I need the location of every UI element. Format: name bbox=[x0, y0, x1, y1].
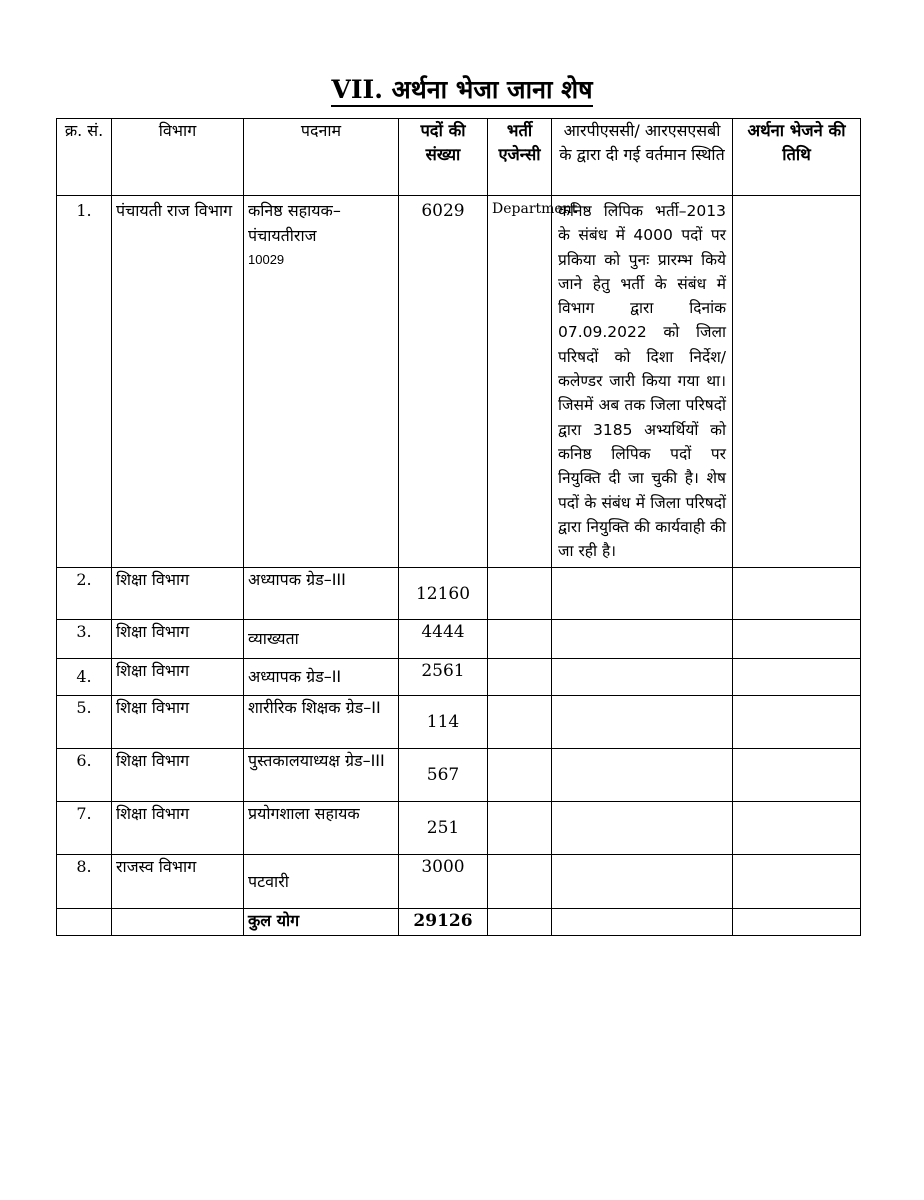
vacancy-table bbox=[56, 118, 861, 936]
cell-status bbox=[552, 749, 733, 802]
cell-agency bbox=[488, 659, 552, 696]
cell-agency bbox=[488, 620, 552, 659]
cell-sn: 4. bbox=[57, 659, 112, 696]
cell-agency bbox=[488, 696, 552, 749]
cell-agency bbox=[488, 802, 552, 855]
cell-date bbox=[733, 696, 861, 749]
cell-agency bbox=[488, 909, 552, 936]
table-row bbox=[57, 855, 861, 909]
header-agency: भर्ती एजेन्सी bbox=[488, 119, 552, 196]
cell-post: पटवारी bbox=[244, 855, 399, 909]
total-value: 29126 bbox=[399, 909, 488, 936]
cell-status bbox=[552, 568, 733, 620]
header-department: विभाग bbox=[112, 119, 244, 196]
post-code: 10029 bbox=[248, 252, 285, 267]
cell-post: शारीरिक शिक्षक ग्रेड–II bbox=[244, 696, 399, 749]
cell-count: 3000 bbox=[399, 855, 488, 909]
cell-department: शिक्षा विभाग bbox=[112, 802, 244, 855]
cell-count: 251 bbox=[399, 802, 488, 855]
header-status: आरपीएससी/ आरएसएसबी के द्वारा दी गई वर्तमान स्थिति bbox=[552, 119, 733, 196]
cell-status bbox=[552, 909, 733, 936]
cell-date bbox=[733, 568, 861, 620]
cell-post: व्याख्यता bbox=[244, 620, 399, 659]
total-label: कुल योग bbox=[244, 909, 399, 936]
cell-sn: 2. bbox=[57, 568, 112, 620]
table-row bbox=[57, 568, 861, 620]
cell-sn: 7. bbox=[57, 802, 112, 855]
cell-count: 12160 bbox=[399, 568, 488, 620]
cell-sn: 1. bbox=[57, 196, 112, 568]
cell-post: प्रयोगशाला सहायक bbox=[244, 802, 399, 855]
cell-date bbox=[733, 620, 861, 659]
cell-department bbox=[112, 909, 244, 936]
cell-count: 6029 bbox=[399, 196, 488, 568]
header-post: पदनाम bbox=[244, 119, 399, 196]
cell-count: 567 bbox=[399, 749, 488, 802]
table-row bbox=[57, 696, 861, 749]
cell-count: 2561 bbox=[399, 659, 488, 696]
cell-status bbox=[552, 659, 733, 696]
cell-status: कनिष्ठ लिपिक भर्ती–2013 के संबंध में 4000 पदों पर प्रकिया को पुनः प्रारम्भ किये जाने हेतु भर्ती के संबंध में विभाग द्वारा दिनांक 07.09.2022 को जिला परिषदों को दिशा निर्देश/कलेण्डर जारी किया गया था। जिसमें अब तक जिला परिषदों द्वारा 3185 अभ्यर्थियों को कनिष्ठ लिपिक पदों पर नियुक्ति दी जा चुकी है। शेष पदों के संबंध में जिला परिषदों द्वारा नियुक्ति की कार्यवाही की जा रही है। bbox=[552, 196, 733, 568]
total-row bbox=[57, 909, 861, 936]
page-title-text: VII. अर्थना भेजा जाना शेष bbox=[331, 75, 592, 107]
cell-post: पुस्तकालयाध्यक्ष ग्रेड–III bbox=[244, 749, 399, 802]
cell-post bbox=[244, 196, 399, 568]
table-row bbox=[57, 620, 861, 659]
cell-department: पंचायती राज विभाग bbox=[112, 196, 244, 568]
cell-department: शिक्षा विभाग bbox=[112, 568, 244, 620]
cell-agency bbox=[488, 855, 552, 909]
cell-agency: Department bbox=[488, 196, 552, 568]
cell-status bbox=[552, 802, 733, 855]
cell-department: शिक्षा विभाग bbox=[112, 659, 244, 696]
cell-date bbox=[733, 196, 861, 568]
cell-count: 114 bbox=[399, 696, 488, 749]
cell-date bbox=[733, 909, 861, 936]
table-row bbox=[57, 749, 861, 802]
cell-date bbox=[733, 749, 861, 802]
cell-post: अध्यापक ग्रेड–II bbox=[244, 659, 399, 696]
cell-agency bbox=[488, 568, 552, 620]
cell-status bbox=[552, 855, 733, 909]
page-title bbox=[0, 72, 924, 106]
cell-sn bbox=[57, 909, 112, 936]
header-count: पदों की संख्या bbox=[399, 119, 488, 196]
table-row bbox=[57, 659, 861, 696]
header-row bbox=[57, 119, 861, 196]
cell-date bbox=[733, 659, 861, 696]
cell-department: शिक्षा विभाग bbox=[112, 749, 244, 802]
header-sn: क्र. सं. bbox=[57, 119, 112, 196]
cell-sn: 8. bbox=[57, 855, 112, 909]
cell-post: अध्यापक ग्रेड–III bbox=[244, 568, 399, 620]
cell-date bbox=[733, 855, 861, 909]
table-row bbox=[57, 802, 861, 855]
cell-sn: 5. bbox=[57, 696, 112, 749]
cell-department: शिक्षा विभाग bbox=[112, 696, 244, 749]
cell-count: 4444 bbox=[399, 620, 488, 659]
cell-status bbox=[552, 696, 733, 749]
cell-agency bbox=[488, 749, 552, 802]
post-name: कनिष्ठ सहायक– पंचायतीराज bbox=[248, 201, 341, 245]
cell-sn: 3. bbox=[57, 620, 112, 659]
cell-status bbox=[552, 620, 733, 659]
table-row bbox=[57, 196, 861, 568]
header-date: अर्थना भेजने की तिथि bbox=[733, 119, 861, 196]
cell-department: राजस्व विभाग bbox=[112, 855, 244, 909]
cell-sn: 6. bbox=[57, 749, 112, 802]
cell-department: शिक्षा विभाग bbox=[112, 620, 244, 659]
cell-date bbox=[733, 802, 861, 855]
